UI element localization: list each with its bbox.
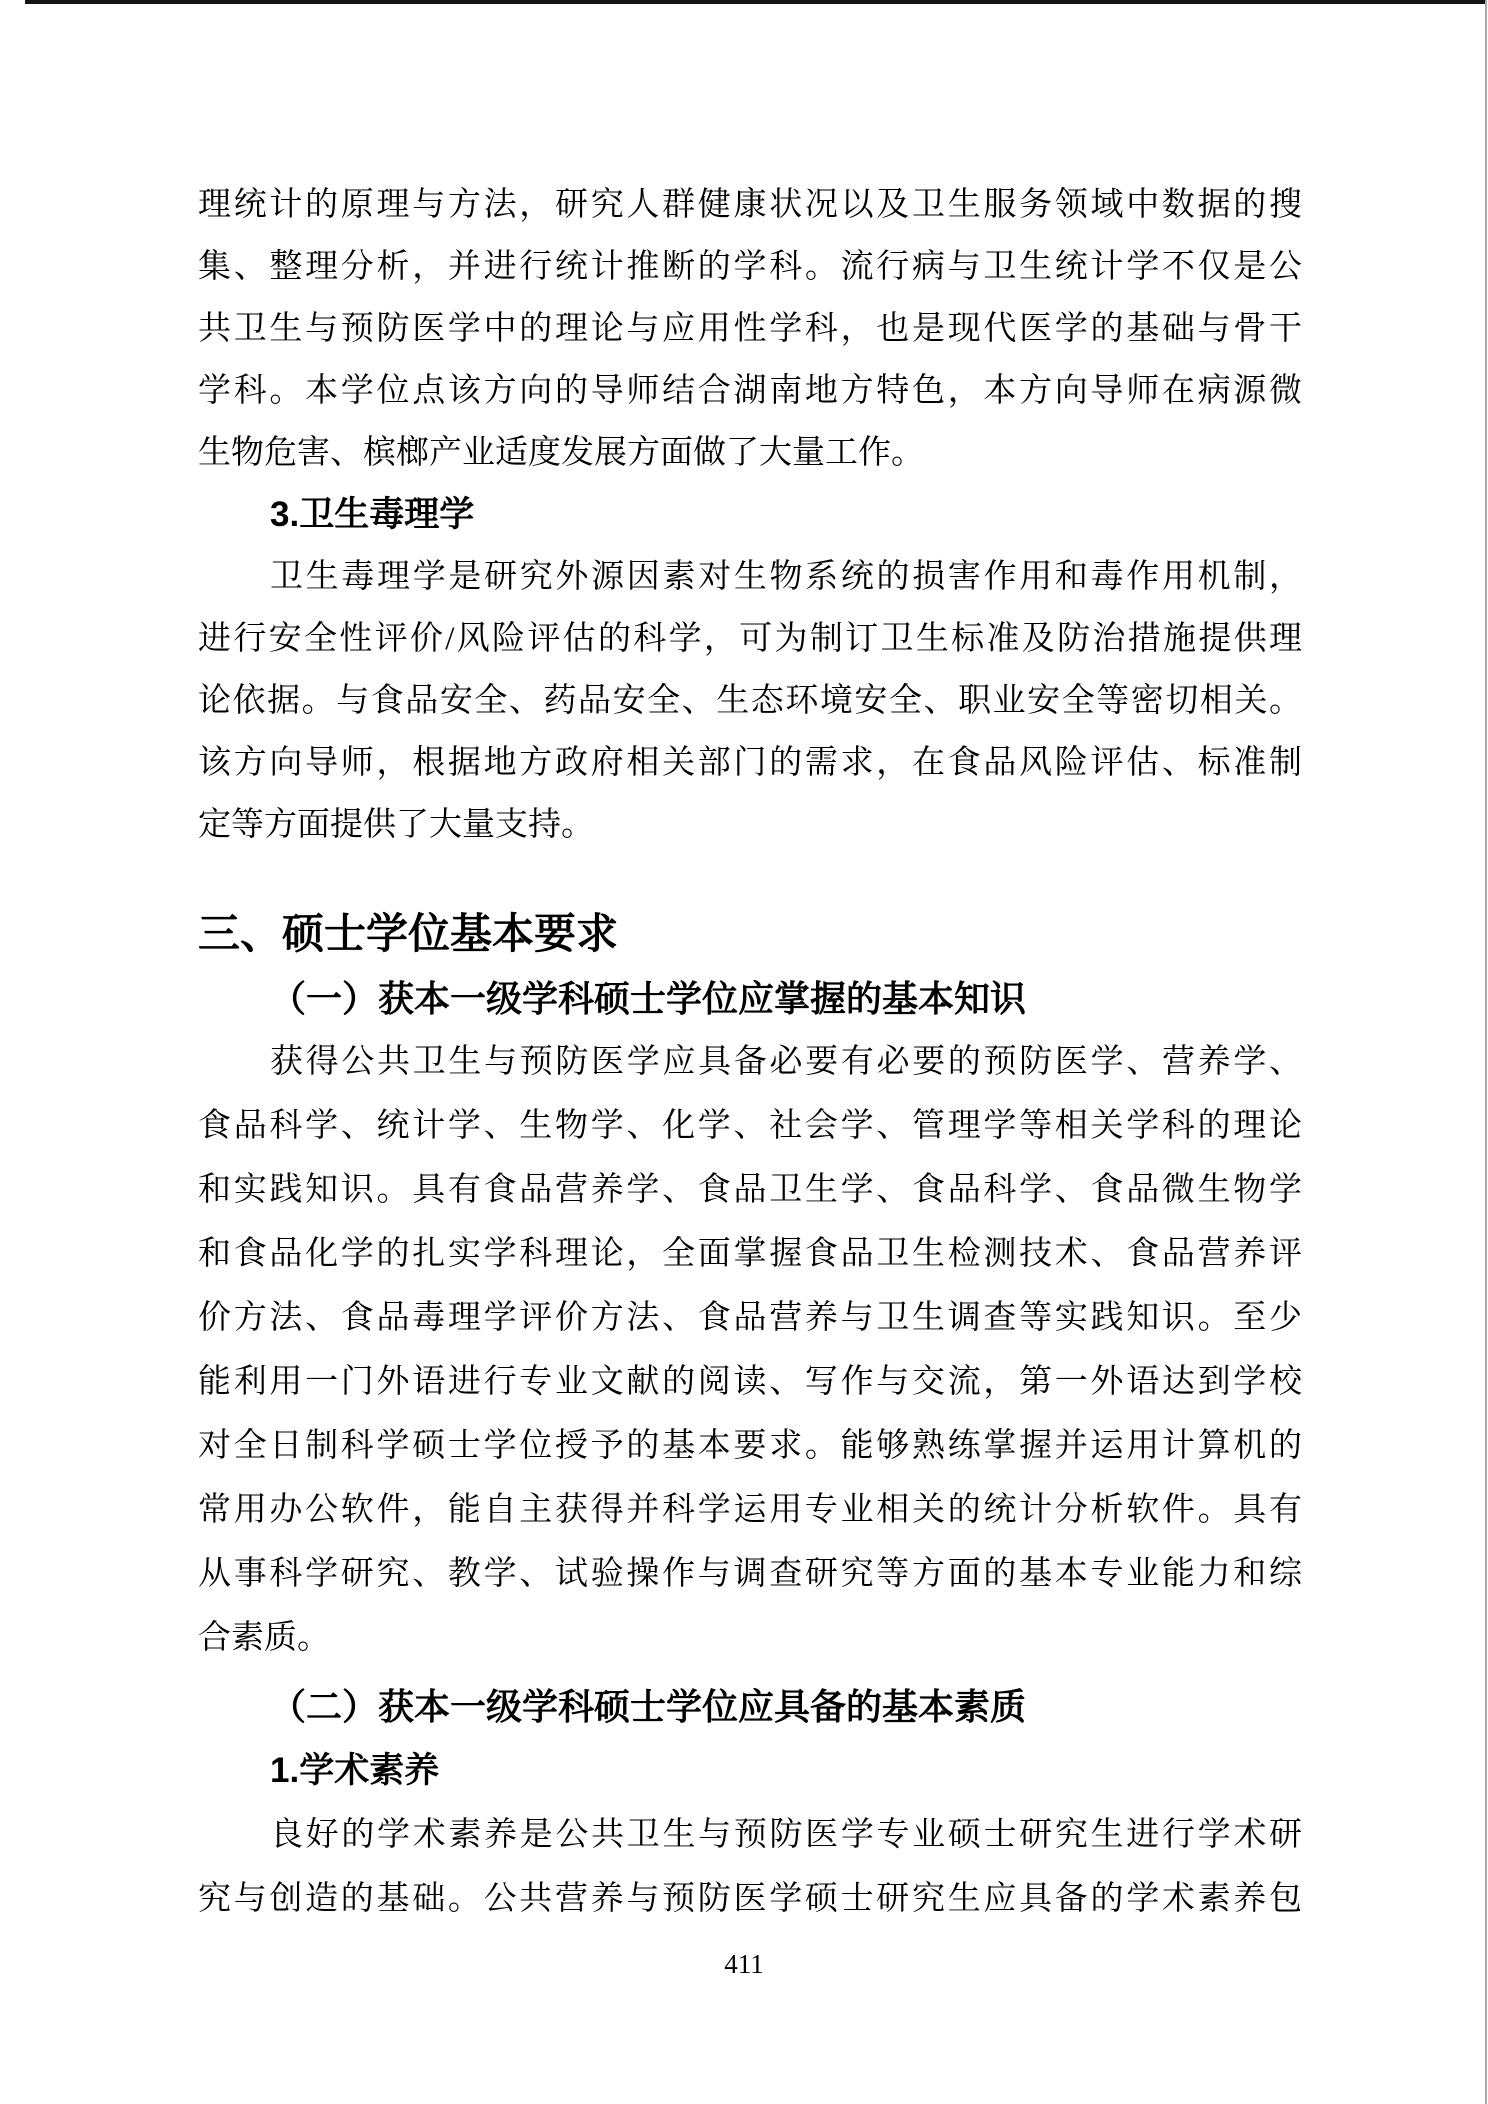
body-text-line: 良好的学术素养是公共卫生与预防医学专业硕士研究生进行学术研 bbox=[270, 1817, 1302, 1853]
body-text-line: 和实践知识。具有食品营养学、食品卫生学、食品科学、食品微生物学 bbox=[198, 1172, 1302, 1208]
body-text-line: 生物危害、槟榔产业适度发展方面做了大量工作。 bbox=[198, 435, 924, 471]
subsection-heading-basic-quality: （二）获本一级学科硕士学位应具备的基本素质 bbox=[270, 1686, 1027, 1727]
subsection-heading-basic-knowledge: （一）获本一级学科硕士学位应掌握的基本知识 bbox=[270, 978, 1027, 1019]
scan-artifact-top-bar bbox=[25, 0, 1487, 4]
body-text-line: 对全日制科学硕士学位授予的基本要求。能够熟练掌握并运用计算机的 bbox=[198, 1428, 1302, 1464]
body-text-line: 卫生毒理学是研究外源因素对生物系统的损害作用和毒作用机制， bbox=[270, 559, 1302, 595]
body-text-line: 食品科学、统计学、生物学、化学、社会学、管理学等相关学科的理论 bbox=[198, 1108, 1302, 1144]
body-text-line: 集、整理分析，并进行统计推断的学科。流行病与卫生统计学不仅是公 bbox=[198, 249, 1302, 285]
body-text-line: 论依据。与食品安全、药品安全、生态环境安全、职业安全等密切相关。 bbox=[198, 683, 1302, 719]
page-number: 411 bbox=[724, 1949, 764, 1979]
body-text-line: 定等方面提供了大量支持。 bbox=[198, 807, 594, 843]
body-text-line: 共卫生与预防医学中的理论与应用性学科，也是现代医学的基础与骨干 bbox=[198, 311, 1302, 347]
section-heading-master-degree-requirements: 三、硕士学位基本要求 bbox=[198, 910, 619, 957]
body-text-line: 常用办公软件，能自主获得并科学运用专业相关的统计分析软件。具有 bbox=[198, 1492, 1302, 1528]
subheading-academic-literacy: 1.学术素养 bbox=[270, 1751, 440, 1790]
body-text-line: 从事科学研究、教学、试验操作与调查研究等方面的基本专业能力和综 bbox=[198, 1556, 1302, 1592]
section-two-block bbox=[198, 1030, 1302, 1931]
body-text-line: 进行安全性评价/风险评估的科学，可为制订卫生标准及防治措施提供理 bbox=[198, 621, 1302, 657]
body-text-line: 能利用一门外语进行专业文献的阅读、写作与交流，第一外语达到学校 bbox=[198, 1364, 1302, 1400]
body-text-line: 合素质。 bbox=[198, 1620, 330, 1656]
body-text-line: 学科。本学位点该方向的导师结合湖南地方特色，本方向导师在病源微 bbox=[198, 373, 1302, 409]
scan-artifact-right-line bbox=[1485, 0, 1487, 2104]
body-text-line: 和食品化学的扎实学科理论，全面掌握食品卫生检测技术、食品营养评 bbox=[198, 1236, 1302, 1272]
body-text-line: 获得公共卫生与预防医学应具备必要有必要的预防医学、营养学、 bbox=[270, 1044, 1302, 1080]
body-text-line: 究与创造的基础。公共营养与预防医学硕士研究生应具备的学术素养包 bbox=[198, 1881, 1302, 1917]
page-content bbox=[198, 174, 1302, 1931]
body-text-line: 该方向导师，根据地方政府相关部门的需求，在食品风险评估、标准制 bbox=[198, 745, 1302, 781]
body-text-line: 价方法、食品毒理学评价方法、食品营养与卫生调查等实践知识。至少 bbox=[198, 1300, 1302, 1336]
body-text-line: 理统计的原理与方法，研究人群健康状况以及卫生服务领域中数据的搜 bbox=[198, 187, 1302, 223]
subheading-toxicology: 3.卫生毒理学 bbox=[270, 495, 475, 534]
